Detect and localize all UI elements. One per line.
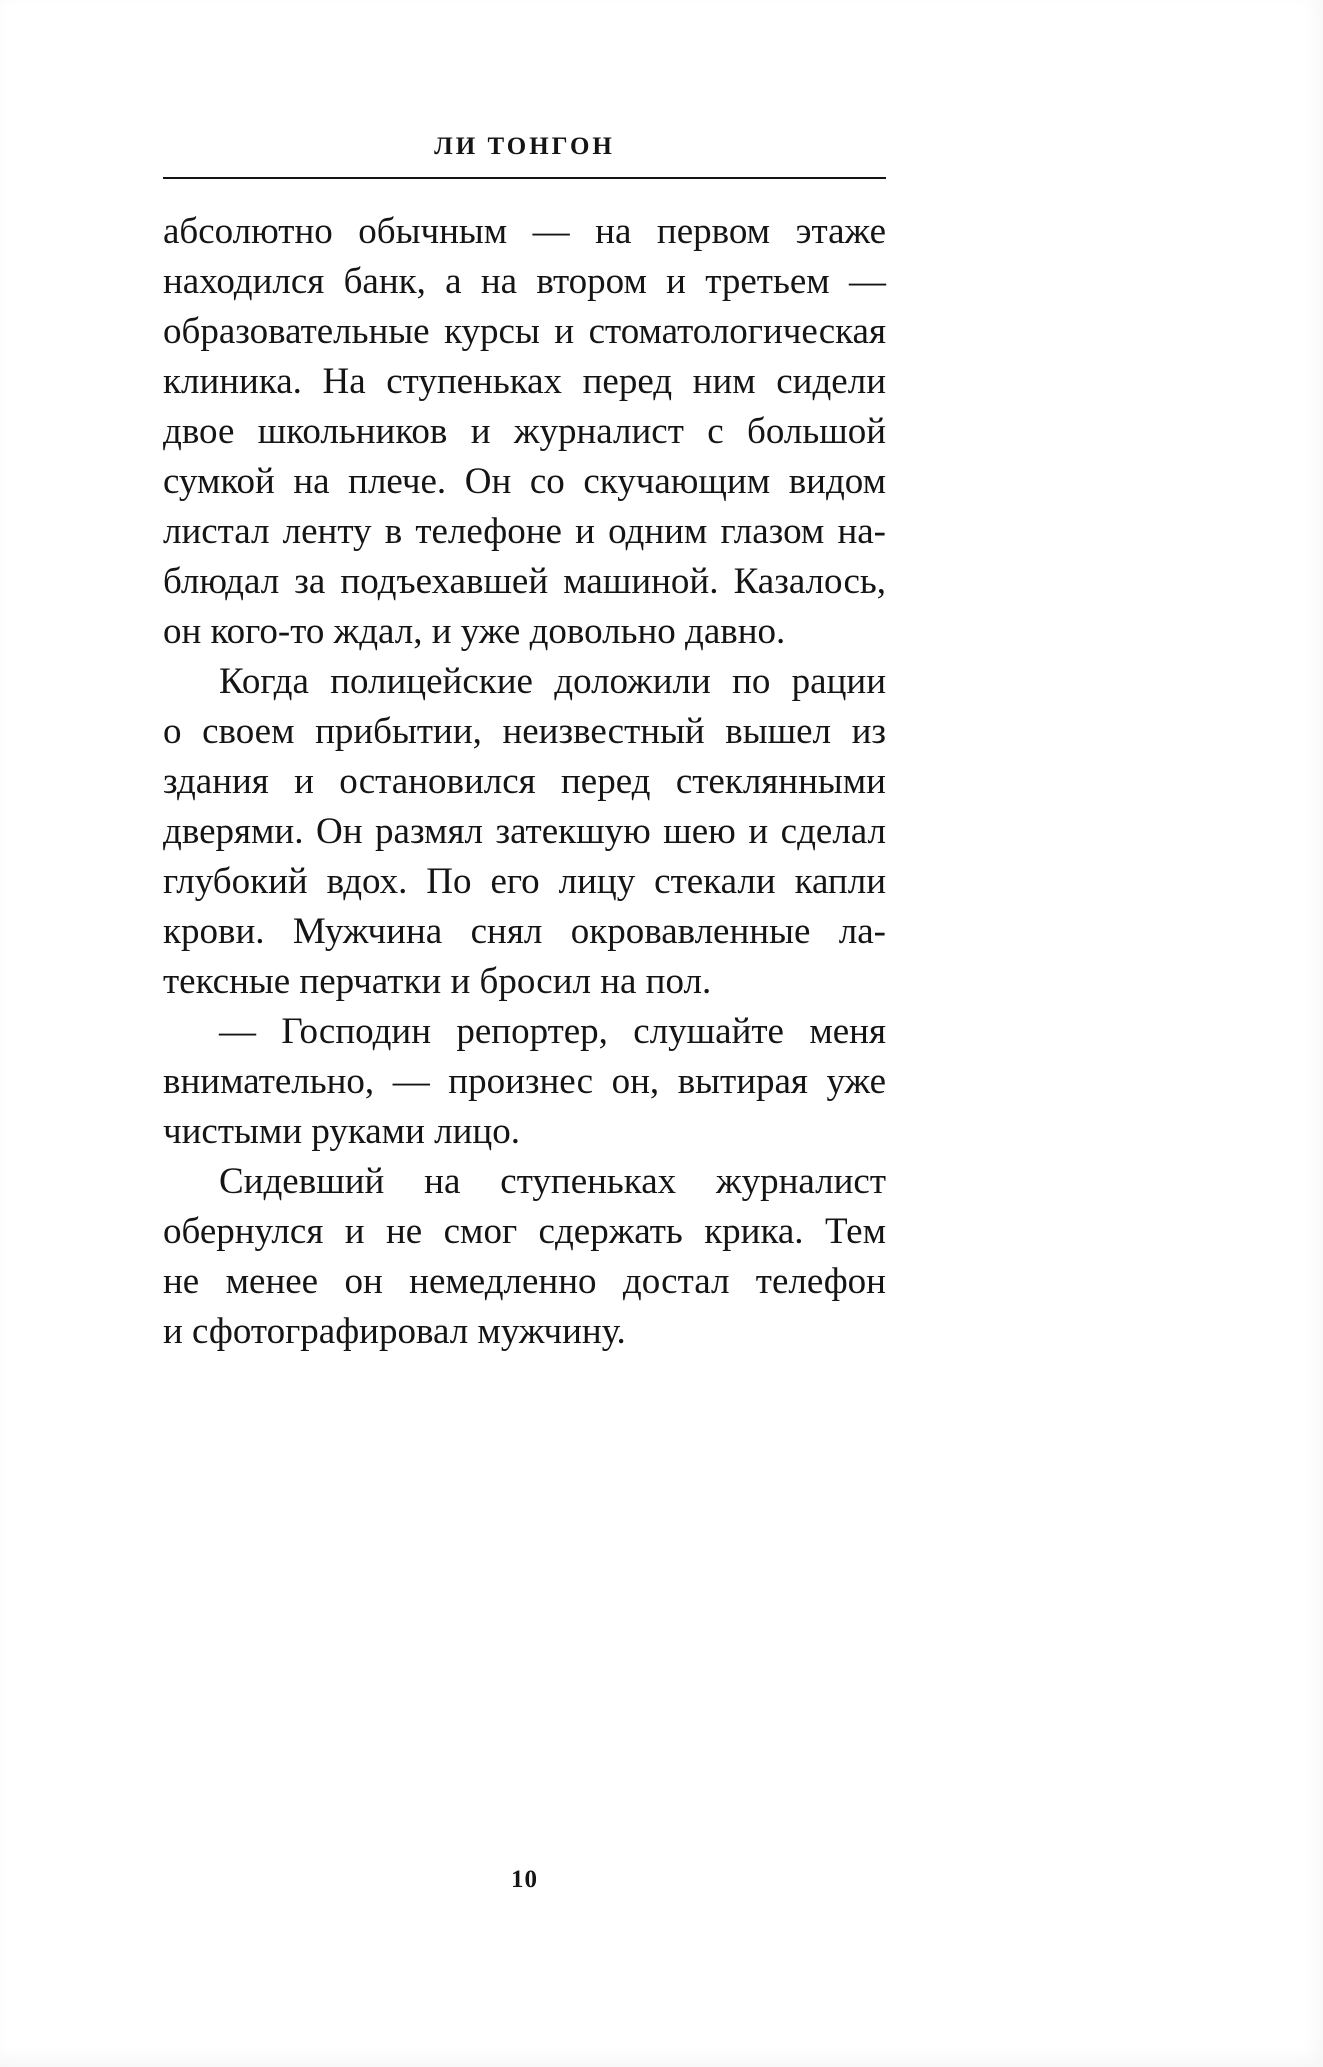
text-line: Сидевший на ступеньках журналист	[219, 1161, 886, 1202]
text-line: клиника. На ступеньках перед ним сидели	[163, 361, 886, 402]
text-line: внимательно, — произнес он, вытирая уже	[163, 1061, 886, 1102]
text-line: обернулся и не смог сдержать крика. Тем	[163, 1211, 886, 1252]
text-line: не менее он немедленно достал телефон	[163, 1261, 886, 1302]
text-line: блюдал за подъехавшей машиной. Казалось,	[163, 561, 886, 602]
paragraph	[163, 207, 886, 657]
paragraph	[163, 1007, 886, 1157]
text-line: здания и остановился перед стеклянными	[163, 761, 886, 802]
text-line: образовательные курсы и стоматологическая	[163, 311, 886, 352]
text-line: чистыми руками лицо.	[163, 1111, 520, 1152]
text-line: абсолютно обычным — на первом этаже	[163, 211, 886, 252]
paragraph	[163, 1157, 886, 1357]
text-line: о своем прибытии, неизвестный вышел из	[163, 711, 886, 752]
text-line: дверями. Он размял затекшую шею и сделал	[163, 811, 886, 852]
text-line: — Господин репортер, слушайте меня	[219, 1011, 886, 1052]
text-line: крови. Мужчина снял окровавленные ла-	[163, 911, 886, 952]
page-number: 10	[511, 1866, 538, 1893]
running-header: ЛИ ТОНГОН	[434, 133, 615, 160]
text-line: и сфотографировал мужчину.	[163, 1311, 626, 1352]
text-line: глубокий вдох. По его лицу стекали капли	[163, 861, 886, 902]
text-line: находился банк, а на втором и третьем —	[163, 261, 886, 302]
text-line: тексные перчатки и бросил на пол.	[163, 961, 712, 1002]
page-content	[163, 133, 886, 1357]
text-line: Когда полицейские доложили по рации	[219, 661, 886, 702]
paragraph	[163, 657, 886, 1007]
text-line: сумкой на плече. Он со скучающим видом	[163, 461, 886, 502]
text-line: двое школьников и журналист с большой	[163, 411, 886, 452]
text-line: он кого-то ждал, и уже довольно давно.	[163, 611, 786, 652]
text-line: листал ленту в телефоне и одним глазом на-	[163, 511, 886, 552]
text-block	[163, 207, 886, 1357]
header-rule	[163, 177, 886, 179]
